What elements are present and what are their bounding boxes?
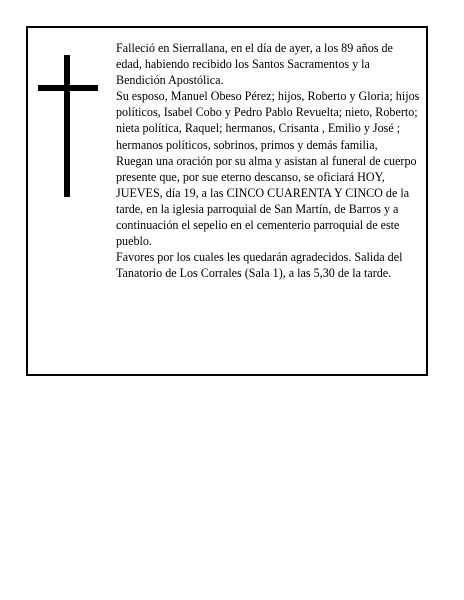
notice-text <box>116 40 421 281</box>
notice-paragraph-death: Falleció en Sierrallana, en el día de ayer, a los 89 años de edad, habiendo recibido los Santos Sacramentos y la Bendición Apostólica. <box>116 41 393 88</box>
cross-horizontal-bar <box>38 85 98 91</box>
notice-paragraph-family: Su esposo, Manuel Obeso Pérez; hijos, Roberto y Gloria; hijos políticos, Isabel Cobo y Pedro Pablo Revuelta; nieto, Roberto; nieta política, Raquel; hermanos, Crisanta , Emilio y José ; hermanos políticos, sobrinos, primos y demás familia, <box>116 89 420 152</box>
notice-paragraph-thanks: Favores por los cuales les quedarán agradecidos. Salida del Tanatorio de Los Corrales (Sala 1), a las 5,30 de la tarde. <box>116 250 403 281</box>
death-notice-frame <box>26 26 428 376</box>
notice-paragraph-funeral: Ruegan una oración por su alma y asistan al funeral de cuerpo presente que, por sue eterno descanso, se oficiará HOY, JUEVES, día 19, a las CINCO CUARENTA Y CINCO de la tarde, en la iglesia parroquial de San Martín, de Barros y a continuación el sepelio en el cementerio parroquial de este pueblo. <box>116 153 417 249</box>
latin-cross-icon <box>38 55 98 197</box>
cross-vertical-bar <box>64 55 70 197</box>
